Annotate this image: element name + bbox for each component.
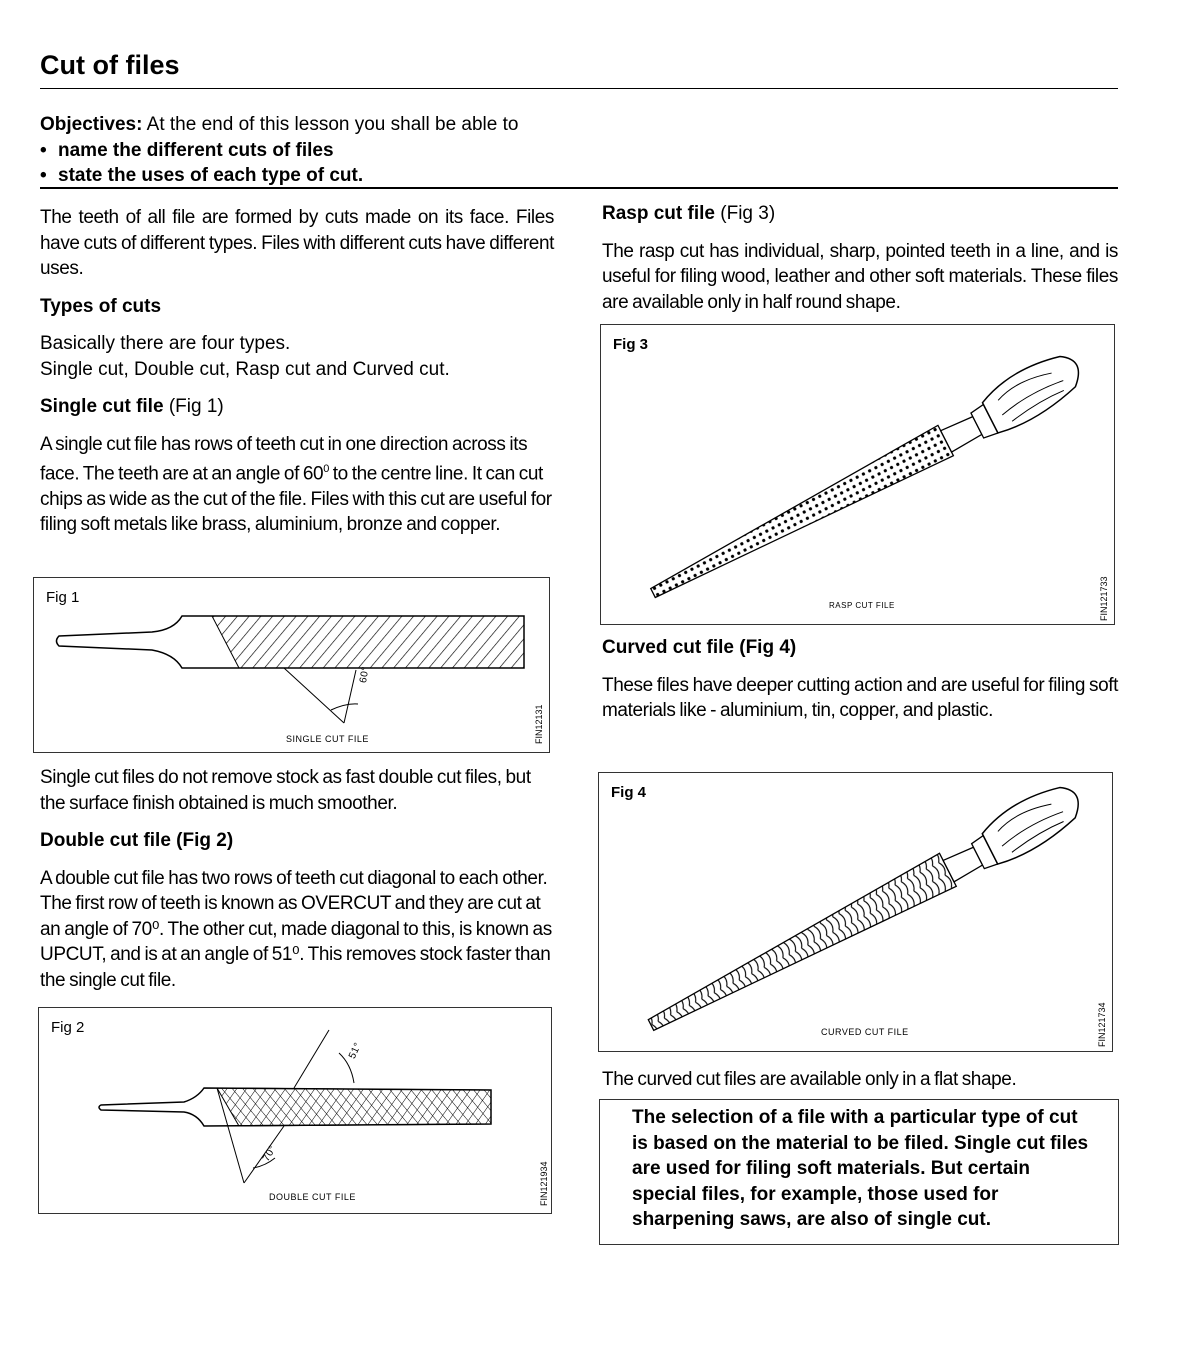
figure-4-label: Fig 4 [611, 784, 647, 801]
figure-4-code: FIN121734 [1097, 1002, 1107, 1047]
figure-2-caption: DOUBLE CUT FILE [269, 1192, 356, 1202]
rasp-cut-heading-ref: (Fig 3) [720, 203, 776, 224]
single-cut-text-b: to the centre line. It can cut chips as wide as the cut of the file. Files with this cut are useful for filing soft metals like brass, aluminium, bronze and copper. [40, 463, 552, 536]
curved-cut-paragraph-2: The curved cut files are available only in a flat shape. [602, 1069, 1017, 1090]
curved-cut-paragraph: These files have deeper cutting action and are useful for filing soft materials like - aluminium, tin, copper, and plastic. [602, 674, 1118, 721]
rasp-cut-file-drawing [601, 325, 1116, 626]
single-cut-paragraph [40, 432, 554, 538]
rasp-cut-paragraph: The rasp cut has individual, sharp, pointed teeth in a line, and is useful for filing wood, leather and other soft materials. These files are available only in half round shape. [602, 240, 1118, 313]
double-cut-heading: Double cut file (Fig 2) [40, 830, 234, 851]
right-column-flat [602, 1067, 1118, 1093]
figure-1-label: Fig 1 [46, 589, 80, 606]
figure-4-caption: CURVED CUT FILE [821, 1027, 909, 1037]
single-cut-text-a: A single cut file has rows of teeth cut in one direction across its face. The teeth are at an angle of 60 [40, 433, 528, 485]
objectives-rule [40, 187, 1118, 189]
objectives-intro-line [40, 112, 940, 138]
objectives-list [40, 138, 940, 189]
figure-3-caption: RASP CUT FILE [829, 601, 895, 610]
objective-item: • state the uses of each type of cut. [40, 163, 940, 189]
figure-3-label: Fig 3 [613, 336, 649, 353]
title-rule [40, 88, 1118, 89]
figure-3-rasp-cut [600, 324, 1115, 625]
figure-2-double-cut [38, 1007, 552, 1214]
figure-1-code: FIN12131 [534, 704, 544, 744]
single-cut-heading-ref: (Fig 1) [168, 396, 224, 417]
selection-note-box: The selection of a file with a particular type of cut is based on the material to be filed. Single cut files are used for filing soft materials. But certain special files, for example, those used for sharpening saws, are also of single cut. [599, 1099, 1119, 1245]
objectives-label: Objectives: [40, 114, 143, 135]
page-title: Cut of files [40, 50, 180, 80]
objectives-block [40, 112, 940, 189]
rasp-cut-heading-text: Rasp cut file [602, 203, 715, 224]
figure-2-code: FIN121934 [539, 1161, 549, 1206]
figure-2-label: Fig 2 [51, 1019, 85, 1036]
single-cut-heading-text: Single cut file [40, 396, 164, 417]
types-line-1: Basically there are four types. [40, 333, 291, 354]
degree-superscript: 0 [323, 463, 329, 475]
types-line-2: Single cut, Double cut, Rasp cut and Curved cut. [40, 358, 450, 380]
objectives-intro: At the end of this lesson you shall be able to [146, 114, 519, 135]
figure-2-angle-upcut: 51° [347, 1040, 364, 1061]
intro-paragraph: The teeth of all file are formed by cuts made on its face. Files have cuts of different types. Files with different cuts have different uses. [40, 207, 554, 279]
double-cut-file-drawing [39, 1008, 553, 1215]
curved-cut-heading: Curved cut file (Fig 4) [602, 637, 797, 658]
right-column [602, 201, 1118, 315]
single-cut-paragraph-2: Single cut files do not remove stock as fast double cut files, but the surface finish obtained is much smoother. [40, 767, 531, 814]
figure-1-angle: 60° [358, 665, 372, 684]
types-heading: Types of cuts [40, 295, 162, 317]
right-column-curved [602, 635, 1118, 724]
left-column [40, 205, 554, 538]
objective-item: • name the different cuts of files [40, 138, 940, 164]
figure-1-single-cut [33, 577, 550, 753]
figure-2-angle-overcut: 70° [261, 1143, 279, 1164]
single-cut-file-drawing [34, 578, 551, 754]
figure-3-code: FIN121733 [1099, 576, 1109, 621]
single-cut-heading [40, 394, 554, 420]
left-column-lower [40, 765, 554, 993]
figure-4-curved-cut [598, 772, 1113, 1052]
rasp-cut-heading [602, 201, 1118, 227]
figure-1-caption: SINGLE CUT FILE [286, 734, 369, 744]
curved-cut-file-drawing [599, 773, 1114, 1053]
double-cut-paragraph: A double cut file has two rows of teeth cut diagonal to each other. The first row of teeth is known as OVERCUT and they are cut at an angle of 70⁰. The other cut, made diagonal to this, is known as UPCUT, and is at an angle of 51⁰. This removes stock faster than the single cut file. [40, 867, 552, 991]
